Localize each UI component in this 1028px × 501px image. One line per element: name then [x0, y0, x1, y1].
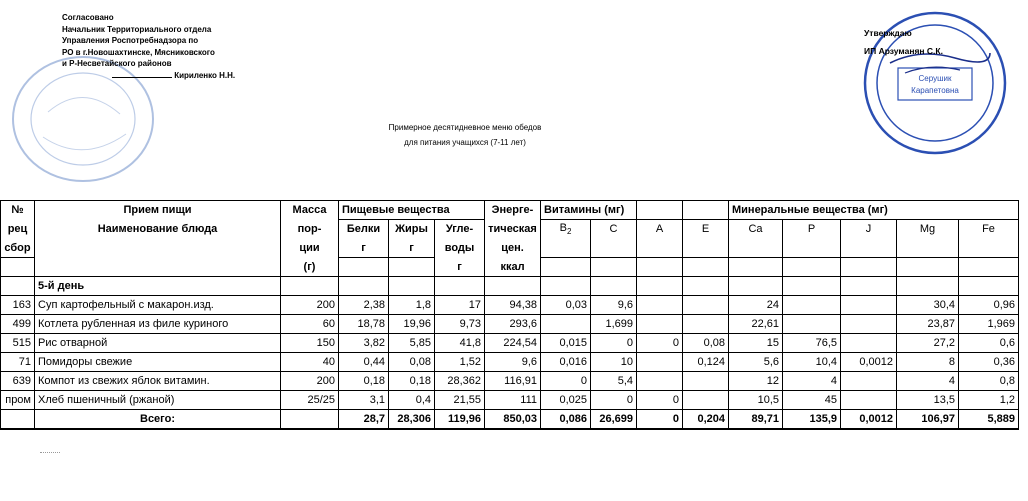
cell-fe: 0,6 [959, 334, 1019, 353]
header-mass: пор- [281, 220, 339, 239]
total-c: 26,699 [591, 410, 637, 429]
cell-ca: 22,61 [729, 315, 783, 334]
approval-line: и Р-Несветайского районов [62, 59, 172, 68]
header-energy: цен. [485, 239, 541, 258]
header-vit-b2-sub: 2 [566, 227, 572, 237]
day-cell [541, 277, 591, 296]
cell-energy: 116,91 [485, 372, 541, 391]
cell-carbs: 1,52 [435, 353, 485, 372]
cell-a [637, 315, 683, 334]
cell-rec: 515 [1, 334, 35, 353]
cell-mass: 150 [281, 334, 339, 353]
header-empty [591, 258, 637, 277]
day-cell [637, 277, 683, 296]
total-protein: 28,7 [339, 410, 389, 429]
header-empty [841, 258, 897, 277]
day-cell [485, 277, 541, 296]
cell-b2: 0,025 [541, 391, 591, 410]
cell-p: 76,5 [783, 334, 841, 353]
cell-fe: 1,969 [959, 315, 1019, 334]
cell-carbs: 21,55 [435, 391, 485, 410]
header-no: сбор [1, 239, 35, 258]
day-label: 5-й день [35, 277, 281, 296]
header-empty [637, 258, 683, 277]
header-empty [541, 258, 591, 277]
cell-protein: 18,78 [339, 315, 389, 334]
header-row [1, 201, 1019, 220]
cell-mg: 13,5 [897, 391, 959, 410]
cell-mg: 27,2 [897, 334, 959, 353]
cell-energy: 111 [485, 391, 541, 410]
header-vit-b2-label: B [559, 222, 567, 235]
page-cut-fragment [40, 452, 60, 457]
total-row [1, 410, 1019, 429]
approval-signature-line [62, 70, 235, 82]
cell-c: 9,6 [591, 296, 637, 315]
cell-carbs: 17 [435, 296, 485, 315]
total-ca: 89,71 [729, 410, 783, 429]
title-line: для питания учащихся (7-11 лет) [404, 138, 526, 147]
approval-block-right [864, 24, 943, 60]
header-energy: Энерге- [485, 201, 541, 220]
header-no: рец [1, 220, 35, 239]
header-carbs-unit: г [435, 258, 485, 277]
cell-ca: 24 [729, 296, 783, 315]
day-cell [1, 277, 35, 296]
cell-energy: 94,38 [485, 296, 541, 315]
document-title [300, 120, 630, 150]
header-vit-e: E [683, 220, 729, 239]
header-empty [897, 258, 959, 277]
header-p: P [783, 220, 841, 239]
total-label: Всего: [35, 410, 281, 429]
header-empty [783, 258, 841, 277]
total-cell [1, 410, 35, 429]
cell-fe: 0,36 [959, 353, 1019, 372]
table-row [1, 334, 1019, 353]
cell-fe: 0,8 [959, 372, 1019, 391]
header-meal: Наименование блюда [35, 220, 281, 239]
cell-b2: 0,015 [541, 334, 591, 353]
header-empty [591, 239, 637, 258]
day-cell [591, 277, 637, 296]
cell-c: 5,4 [591, 372, 637, 391]
cell-a [637, 372, 683, 391]
header-vit-b2 [541, 220, 591, 239]
approval-line: Управления Роспотребнадзора по [62, 36, 199, 45]
approval-line: РО в г.Новошахтинске, Мясниковского [62, 47, 215, 57]
header-row [1, 258, 1019, 277]
cell-a [637, 353, 683, 372]
header-row [1, 220, 1019, 239]
svg-text:Карапетовна: Карапетовна [911, 86, 959, 95]
header-empty [541, 239, 591, 258]
cell-j [841, 372, 897, 391]
cell-rec: 163 [1, 296, 35, 315]
cell-fe: 1,2 [959, 391, 1019, 410]
cell-c: 0 [591, 334, 637, 353]
table-row [1, 315, 1019, 334]
cell-p [783, 315, 841, 334]
header-empty [729, 258, 783, 277]
cell-e [683, 391, 729, 410]
cell-j [841, 296, 897, 315]
cell-j [841, 334, 897, 353]
cell-mg: 8 [897, 353, 959, 372]
day-cell [683, 277, 729, 296]
header-empty [783, 239, 841, 258]
header-empty [683, 239, 729, 258]
cell-energy: 293,6 [485, 315, 541, 334]
approval-title: Утверждаю [864, 28, 912, 38]
cell-rec: 71 [1, 353, 35, 372]
cell-j [841, 391, 897, 410]
total-a: 0 [637, 410, 683, 429]
cell-mg: 23,87 [897, 315, 959, 334]
cell-c: 10 [591, 353, 637, 372]
cell-fat: 19,96 [389, 315, 435, 334]
header-protein: Белки [339, 220, 389, 239]
day-cell [729, 277, 783, 296]
header-row [1, 239, 1019, 258]
approval-line: Начальник Территориального отдела [62, 24, 212, 34]
cell-protein: 0,18 [339, 372, 389, 391]
header-energy: тическая [485, 220, 541, 239]
day-cell [339, 277, 389, 296]
cell-b2 [541, 315, 591, 334]
cell-b2: 0,03 [541, 296, 591, 315]
total-energy: 850,03 [485, 410, 541, 429]
cell-a: 0 [637, 391, 683, 410]
header-meal: Прием пищи [35, 201, 281, 220]
header-fe: Fe [959, 220, 1019, 239]
header-empty [35, 258, 281, 277]
approval-signer: ИП Арзуманян С.К. [864, 46, 943, 56]
title-line: Примерное десятидневное меню обедов [388, 123, 542, 132]
day-cell [783, 277, 841, 296]
total-e: 0,204 [683, 410, 729, 429]
cell-name: Помидоры свежие [35, 353, 281, 372]
total-fat: 28,306 [389, 410, 435, 429]
header-minerals: Минеральные вещества (мг) [729, 201, 1019, 220]
header-empty [729, 239, 783, 258]
cell-p: 45 [783, 391, 841, 410]
cell-name: Компот из свежих яблок витамин. [35, 372, 281, 391]
cell-mass: 60 [281, 315, 339, 334]
cell-mass: 25/25 [281, 391, 339, 410]
table-row [1, 391, 1019, 410]
cell-rec: 639 [1, 372, 35, 391]
header-no: № [1, 201, 35, 220]
header-carbs: Угле- [435, 220, 485, 239]
day-cell [959, 277, 1019, 296]
cell-fat: 0,4 [389, 391, 435, 410]
cell-protein: 3,82 [339, 334, 389, 353]
cell-rec: пром [1, 391, 35, 410]
menu-rows [1, 296, 1019, 410]
header-empty [841, 239, 897, 258]
cell-p [783, 296, 841, 315]
cell-name: Рис отварной [35, 334, 281, 353]
cell-name: Суп картофельный с макарон.изд. [35, 296, 281, 315]
cell-rec: 499 [1, 315, 35, 334]
cell-energy: 224,54 [485, 334, 541, 353]
svg-text:Серушик: Серушик [918, 74, 952, 83]
cell-ca: 12 [729, 372, 783, 391]
header-mg: Mg [897, 220, 959, 239]
cell-c: 0 [591, 391, 637, 410]
header-carbs: воды [435, 239, 485, 258]
day-row [1, 277, 1019, 296]
cell-p: 10,4 [783, 353, 841, 372]
table-row [1, 296, 1019, 315]
cell-fat: 0,08 [389, 353, 435, 372]
cell-a [637, 296, 683, 315]
approval-line: Согласовано [62, 13, 114, 22]
header-fat-unit: г [389, 239, 435, 258]
day-cell [435, 277, 485, 296]
total-mg: 106,97 [897, 410, 959, 429]
cell-mass: 200 [281, 372, 339, 391]
header-empty [897, 239, 959, 258]
approval-signer: Кириленко Н.Н. [174, 70, 236, 80]
cell-protein: 0,44 [339, 353, 389, 372]
cell-mass: 200 [281, 296, 339, 315]
cell-mass: 40 [281, 353, 339, 372]
cell-e [683, 296, 729, 315]
header-empty [637, 239, 683, 258]
cell-b2: 0 [541, 372, 591, 391]
header-fat: Жиры [389, 220, 435, 239]
cell-fat: 5,85 [389, 334, 435, 353]
cell-mg: 30,4 [897, 296, 959, 315]
cell-e: 0,08 [683, 334, 729, 353]
header-energy-unit: ккал [485, 258, 541, 277]
header-empty [683, 201, 729, 220]
cell-e: 0,124 [683, 353, 729, 372]
day-cell [281, 277, 339, 296]
cell-carbs: 41,8 [435, 334, 485, 353]
day-cell [897, 277, 959, 296]
cell-fe: 0,96 [959, 296, 1019, 315]
cell-name: Хлеб пшеничный (ржаной) [35, 391, 281, 410]
header-empty [637, 201, 683, 220]
header-mass: Масса [281, 201, 339, 220]
cell-j: 0,0012 [841, 353, 897, 372]
cell-ca: 10,5 [729, 391, 783, 410]
total-fe: 5,889 [959, 410, 1019, 429]
cell-mg: 4 [897, 372, 959, 391]
header-protein-unit: г [339, 239, 389, 258]
cell-protein: 2,38 [339, 296, 389, 315]
total-b2: 0,086 [541, 410, 591, 429]
cell-carbs: 9,73 [435, 315, 485, 334]
cell-a: 0 [637, 334, 683, 353]
cell-e [683, 372, 729, 391]
cell-energy: 9,6 [485, 353, 541, 372]
header-empty [339, 258, 389, 277]
header-empty [1, 258, 35, 277]
cell-ca: 5,6 [729, 353, 783, 372]
total-j: 0,0012 [841, 410, 897, 429]
day-cell [389, 277, 435, 296]
cell-e [683, 315, 729, 334]
header-mass: ции [281, 239, 339, 258]
approval-block-left [62, 12, 235, 81]
menu-table [0, 200, 1019, 430]
total-p: 135,9 [783, 410, 841, 429]
cell-carbs: 28,362 [435, 372, 485, 391]
cell-j [841, 315, 897, 334]
header-vitamins: Витамины (мг) [541, 201, 637, 220]
header-empty [959, 258, 1019, 277]
header-empty [683, 258, 729, 277]
header-vit-a: A [637, 220, 683, 239]
total-cell [281, 410, 339, 429]
header-vit-c: C [591, 220, 637, 239]
header-empty [35, 239, 281, 258]
cell-c: 1,699 [591, 315, 637, 334]
header-ca: Ca [729, 220, 783, 239]
cell-ca: 15 [729, 334, 783, 353]
header-empty [389, 258, 435, 277]
total-carbs: 119,96 [435, 410, 485, 429]
day-cell [841, 277, 897, 296]
cell-name: Котлета рубленная из филе куриного [35, 315, 281, 334]
header-mass-unit: (г) [281, 258, 339, 277]
table-row [1, 372, 1019, 391]
table-row [1, 353, 1019, 372]
header-j: J [841, 220, 897, 239]
cell-fat: 1,8 [389, 296, 435, 315]
cell-b2: 0,016 [541, 353, 591, 372]
cell-p: 4 [783, 372, 841, 391]
cell-protein: 3,1 [339, 391, 389, 410]
cell-fat: 0,18 [389, 372, 435, 391]
header-nutrients: Пищевые вещества [339, 201, 485, 220]
header-empty [959, 239, 1019, 258]
